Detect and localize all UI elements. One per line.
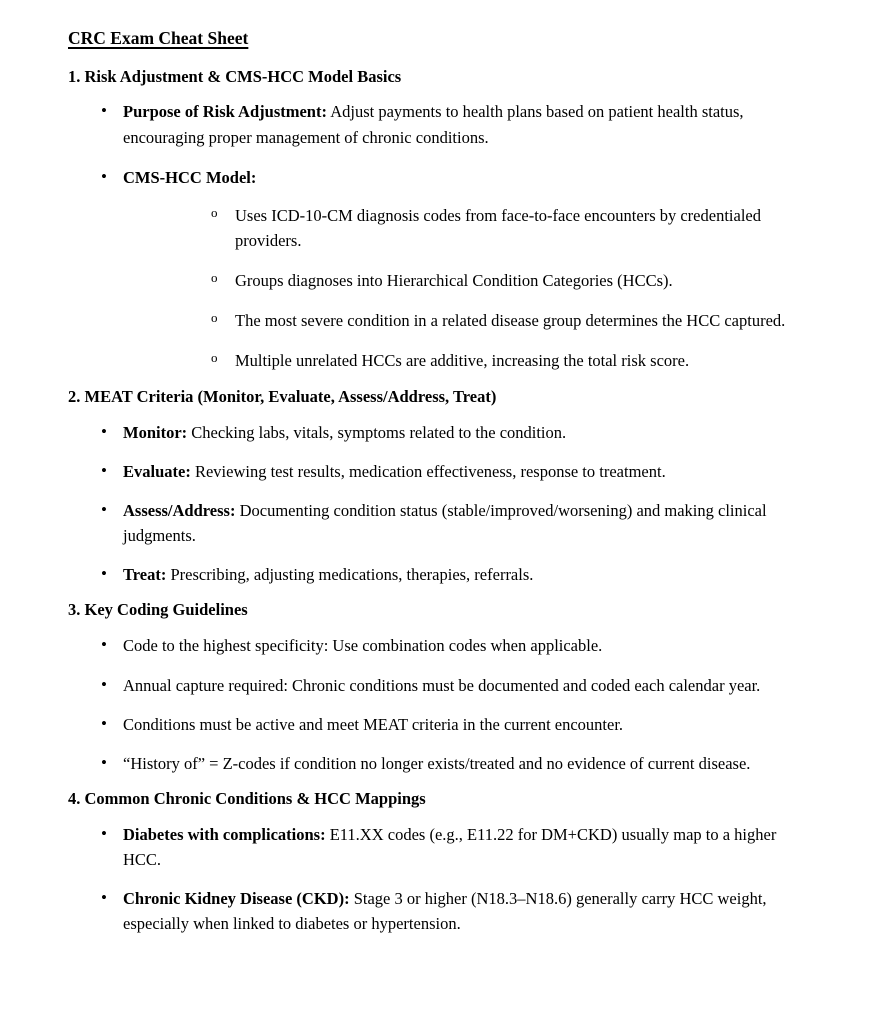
section-2: [68, 388, 813, 587]
bullet-item: [68, 633, 813, 658]
bullet-text: E11.XX codes (e.g., E11.22 for DM+CKD) usually map to a higher HCC.: [123, 824, 777, 869]
bullet-item: [68, 562, 813, 587]
subbullet-item: o Groups diagnoses into Hierarchical Condition Categories (HCCs).: [123, 268, 813, 293]
section-1: [68, 68, 813, 374]
section-4: [68, 790, 813, 936]
section-1-heading: 1. Risk Adjustment & CMS-HCC Model Basics: [68, 66, 402, 86]
bullet-item: [68, 751, 813, 776]
bullet-text: Reviewing test results, medication effectiveness, response to treatment.: [190, 462, 666, 482]
section-3: [68, 601, 813, 775]
bullet-text: “History of” = Z-codes if condition no longer exists/treated and no evidence of current disease.: [123, 753, 751, 773]
subbullet-item: o Multiple unrelated HCCs are additive, increasing the total risk score.: [123, 348, 813, 373]
bullet-item: [68, 99, 813, 149]
bullet-text: Conditions must be active and meet MEAT criteria in the current encounter.: [123, 714, 624, 734]
bullet-item: [68, 886, 813, 936]
bullet-item: [68, 165, 813, 373]
section-3-heading: 3. Key Coding Guidelines: [68, 600, 248, 620]
bullet-text: Documenting condition status (stable/improved/worsening) and making clinical judgments.: [123, 501, 767, 546]
document-title: [68, 30, 813, 48]
bullet-item: [68, 822, 813, 872]
bullet-text: Prescribing, adjusting medications, therapies, referrals.: [166, 565, 534, 585]
subbullet-item: o Uses ICD-10-CM diagnosis codes from face-to-face encounters by credentialed providers.: [123, 203, 813, 253]
bullet-lead: Evaluate:: [123, 462, 191, 482]
bullet-lead: Chronic Kidney Disease (CKD):: [123, 888, 350, 908]
section-4-bullet-list: [68, 822, 813, 936]
section-4-heading: 4. Common Chronic Conditions & HCC Mappings: [68, 788, 426, 808]
bullet-lead: CMS-HCC Model:: [123, 167, 257, 187]
bullet-text: Checking labs, vitals, symptoms related to the condition.: [187, 423, 567, 443]
section-3-bullet-list: [68, 633, 813, 775]
document-title-text: CRC Exam Cheat Sheet: [68, 28, 249, 48]
bullet-item: [68, 498, 813, 548]
section-1-bullet-list: [68, 99, 813, 373]
bullet-lead: Diabetes with complications:: [123, 824, 326, 844]
bullet-item: [68, 673, 813, 698]
bullet-text: Stage 3 or higher (N18.3–N18.6) generally carry HCC weight, especially when linked to diabetes or hypertension.: [123, 888, 767, 933]
bullet-text: Annual capture required: Chronic conditions must be documented and coded each calendar year.: [123, 675, 761, 695]
bullet-item: [68, 712, 813, 737]
document-content: [68, 30, 813, 950]
section-2-bullet-list: [68, 420, 813, 587]
bullet-text: Adjust payments to health plans based on patient health status, encouraging proper management of chronic conditions.: [123, 102, 744, 147]
subbullet-item: o The most severe condition in a related disease group determines the HCC captured.: [123, 308, 813, 333]
bullet-lead: Monitor:: [123, 423, 188, 443]
bullet-item: [68, 459, 813, 484]
bullet-text: Code to the highest specificity: Use combination codes when applicable.: [123, 636, 603, 656]
bullet-lead: Treat:: [123, 565, 167, 585]
bullet-item: [68, 420, 813, 445]
section-2-heading: 2. MEAT Criteria (Monitor, Evaluate, Assess/Address, Treat): [68, 387, 497, 407]
bullet-lead: Assess/Address:: [123, 501, 236, 521]
bullet-lead: Purpose of Risk Adjustment:: [123, 102, 327, 122]
section-1-subbullet-list: [123, 203, 813, 373]
